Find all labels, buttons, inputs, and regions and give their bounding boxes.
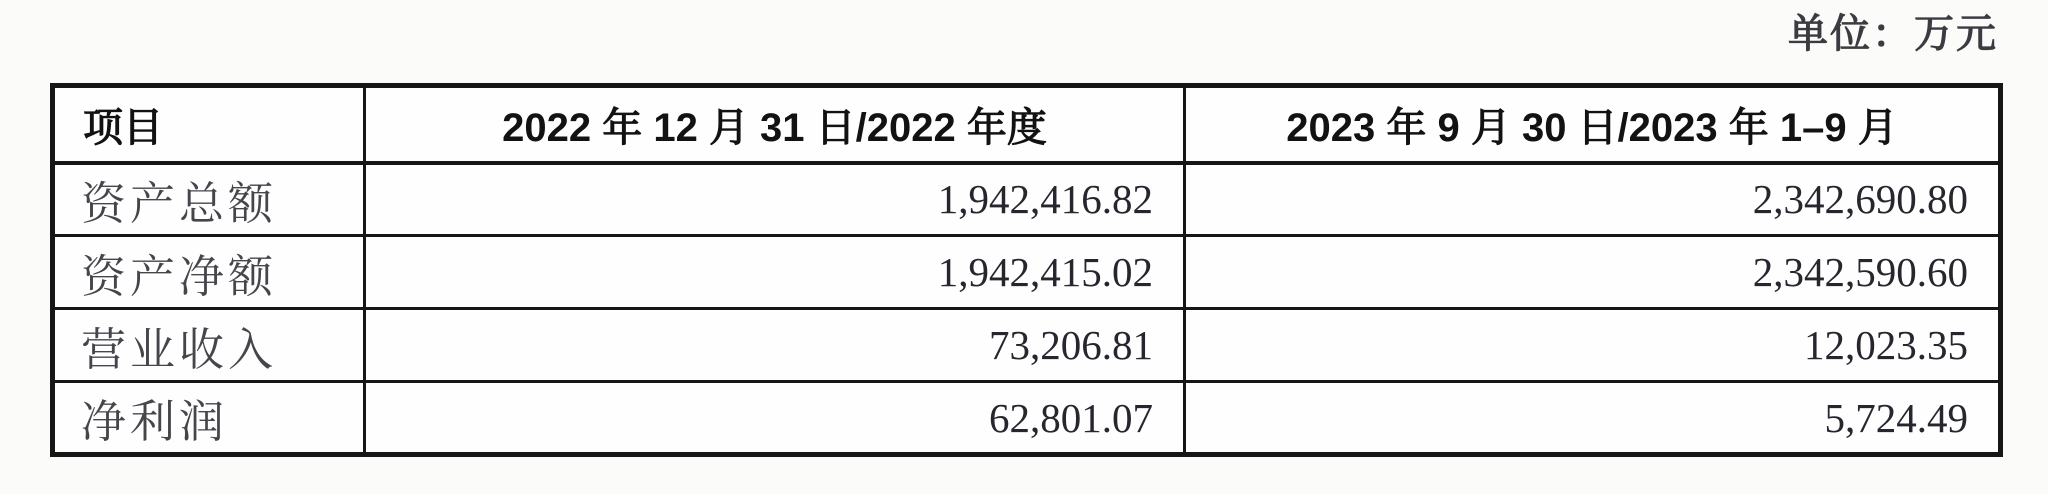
value-2022: 73,206.81	[365, 309, 1185, 382]
table-row-total-assets	[53, 163, 2001, 236]
value-2023: 2,342,590.60	[1185, 236, 2001, 309]
value-2022: 62,801.07	[365, 382, 1185, 455]
value-2023: 5,724.49	[1185, 382, 2001, 455]
table-row-operating-revenue	[53, 309, 2001, 382]
table-row-net-assets	[53, 236, 2001, 309]
row-label: 营业收入	[53, 309, 365, 382]
header-cell-item: 项目	[53, 86, 365, 163]
value-2023: 12,023.35	[1185, 309, 2001, 382]
value-2022: 1,942,415.02	[365, 236, 1185, 309]
row-label: 资产总额	[53, 163, 365, 236]
value-2022: 1,942,416.82	[365, 163, 1185, 236]
header-cell-period-2023: 2023 年 9 月 30 日/2023 年 1–9 月	[1185, 86, 2001, 163]
unit-label: 单位：万元	[1788, 12, 1998, 56]
header-row	[53, 86, 2001, 163]
value-2023: 2,342,690.80	[1185, 163, 2001, 236]
header-cell-period-2022: 2022 年 12 月 31 日/2022 年度	[365, 86, 1185, 163]
row-label: 资产净额	[53, 236, 365, 309]
row-label: 净利润	[53, 382, 365, 455]
table-row-net-profit	[53, 382, 2001, 455]
financial-summary-table	[50, 83, 2003, 457]
